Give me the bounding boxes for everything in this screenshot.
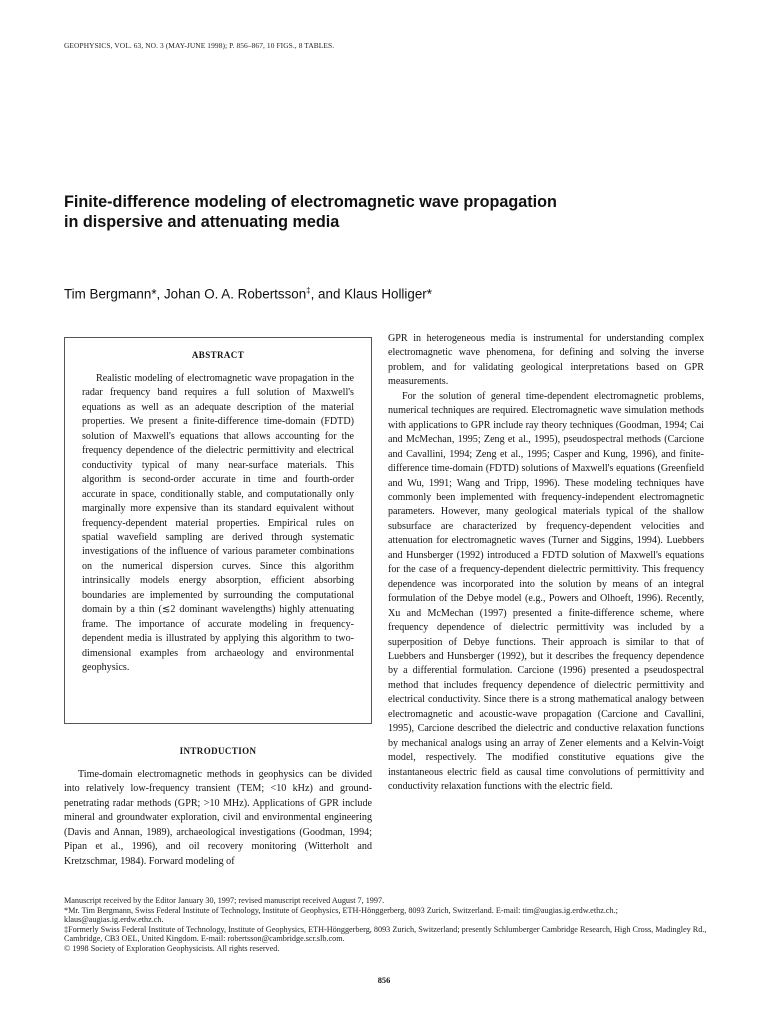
introduction-left-column-text: Time-domain electromagnetic methods in geophysics can be divided into relatively low-frequency transient (TEM; <10 kHz) and ground-penetrating radar methods (GPR; >10 MHz). Applications of GPR include mineral and groundwater exploration, civil and environmental engineering (Davis and Annan, 1989), archaeological investigations (Goodman, 1994; Pipan et al., 1996), and oil recovery monitoring (Witterholt and Kretzschmar, 1984). Forward modeling of [64,769,372,867]
right-column-paragraph-1: GPR in heterogeneous media is instrumental for understanding complex electromagnetic wave phenomena, for defining and solving the inverse problem, and for validating geological interpretations based on GPR measurements. [388,333,704,388]
title-line-2: in dispersive and attenuating media [64,213,340,231]
introduction-heading: INTRODUCTION [179,746,257,756]
article-title [64,192,714,232]
footnotes [64,896,712,954]
title-line-1: Finite-difference modeling of electromagnetic wave propagation [64,193,557,211]
right-column [388,332,704,795]
footnote-copyright: © 1998 Society of Exploration Geophysicists. All rights reserved. [64,943,280,953]
page-number: 856 [377,976,391,985]
abstract-heading: ABSTRACT [191,350,245,360]
author-list [64,286,714,301]
abstract-text: Realistic modeling of electromagnetic wave propagation in the radar frequency band requires a full solution of Maxwell's equations as well as an adequate description of the material properties. We present a finite-difference time-domain (FDTD) solution of Maxwell's equations that allows accounting for the frequency dependence of the dielectric permittivity and electrical conductivity typical of many near-surface materials. This algorithm is second-order accurate in time and fourth-order accurate in space, conditionally stable, and computationally only marginally more expensive than its standard equivalent without frequency-dependent material properties. Empirical rules on spatial wavefield sampling are derived through systematic investigations of the influence of various parameter combinations on the numerical dispersion curves. Since this algorithm intrinsically models energy absorption, efficient absorbing boundaries are implemented by surrounding the computational domain by a thin (≲2 dominant wavelengths) highly attenuating frame. The importance of accurate modeling in frequency-dependent media is illustrated by applying this algorithm to two-dimensional examples from archaeology and environmental geophysics. [82,373,354,674]
author-separator-and: , and [310,286,345,302]
author-2: Johan O. A. Robertsson [163,286,307,302]
author-separator: , [156,286,164,302]
journal-citation-line: GEOPHYSICS, VOL. 63, NO. 3 (MAY-JUNE 1998); P. 856–867, 10 FIGS., 8 TABLES. [64,41,335,50]
author-1: Tim Bergmann* [64,286,157,302]
footnote-author-1: *Mr. Tim Bergmann, Swiss Federal Institute of Technology, Institute of Geophysics, ETH-Hönggerberg, 8093 Zurich, Switzerland. E-mail: tim@augias.ig.erdw.ethz.ch.; klaus@augias.ig.erdw.ethz.ch. [64,905,618,925]
footnote-received: Manuscript received by the Editor January 30, 1997; revised manuscript received August 7, 1997. [64,896,385,905]
right-column-paragraph-2: For the solution of general time-dependent electromagnetic problems, numerical techniques are required. Electromagnetic wave simulation methods with applications to GPR include ray theory techniques (Goodman, 1994; Cai and McMechan, 1995; Zeng et al., 1995), pseudospectral methods (Carcione and Cavallini, 1994; Zeng et al., 1995; Casper and Kung, 1996), and finite-difference time-domain (FDTD) solutions of Maxwell's equations (Greenfield and Wu, 1991; Wang and Tripp, 1996). These modeling techniques have commonly been implemented with frequency-independent electromagnetic parameters. However, many geological materials typical of the shallow subsurface are characterized by frequency-dependent velocities and attenuation for electromagnetic waves (Turner and Siggins, 1994). Luebbers and Hunsberger (1992) introduced a FDTD solution of Maxwell's equations for the case of a frequency-dependent dielectric permittivity. This frequency dependence was incorporated into the solution by means of an integral formulation of the Debye model (e.g., Powers and Olhoeft, 1996). Recently, Xu and McMechan (1997) presented a finite-difference scheme, where frequency dependence of dielectric permittivity was included by a superposition of Debye functions. Their approach is similar to that of Luebbers and Hunsberger (1992), but it describes the frequency dependence by a differential formulation. Carcione (1996) presented a pseudospectral method that includes frequency dependence of dielectric permittivity and electrical conductivity. Since there is a strong mathematical analogy between electromagnetic and acoustic-wave propagation (Carcione and Cavallini, 1995), Carcione described the dielectric and conductive relaxation functions by mechanical analogs using an array of Zener elements and a Kelvin-Voigt model, respectively. The modified constitutive equations give the instantaneous electric field as causal time convolutions of permittivity and conductivity relaxation functions with the electric field. [388,390,704,793]
footnote-author-2: ‡Formerly Swiss Federal Institute of Technology, Institute of Geophysics, ETH-Hönggerberg, 8093 Zurich, Switzerland; presently Schlumberger Cambridge Research, High Cross, Madingley Rd., Cambridge, CB3 OEL, United Kingdom. E-mail: robertsson@cambridge.scr.slb.com. [64,924,707,944]
author-3: Klaus Holliger* [344,286,432,302]
author-2-footnote-mark: ‡ [306,286,311,295]
abstract-box [64,337,372,724]
